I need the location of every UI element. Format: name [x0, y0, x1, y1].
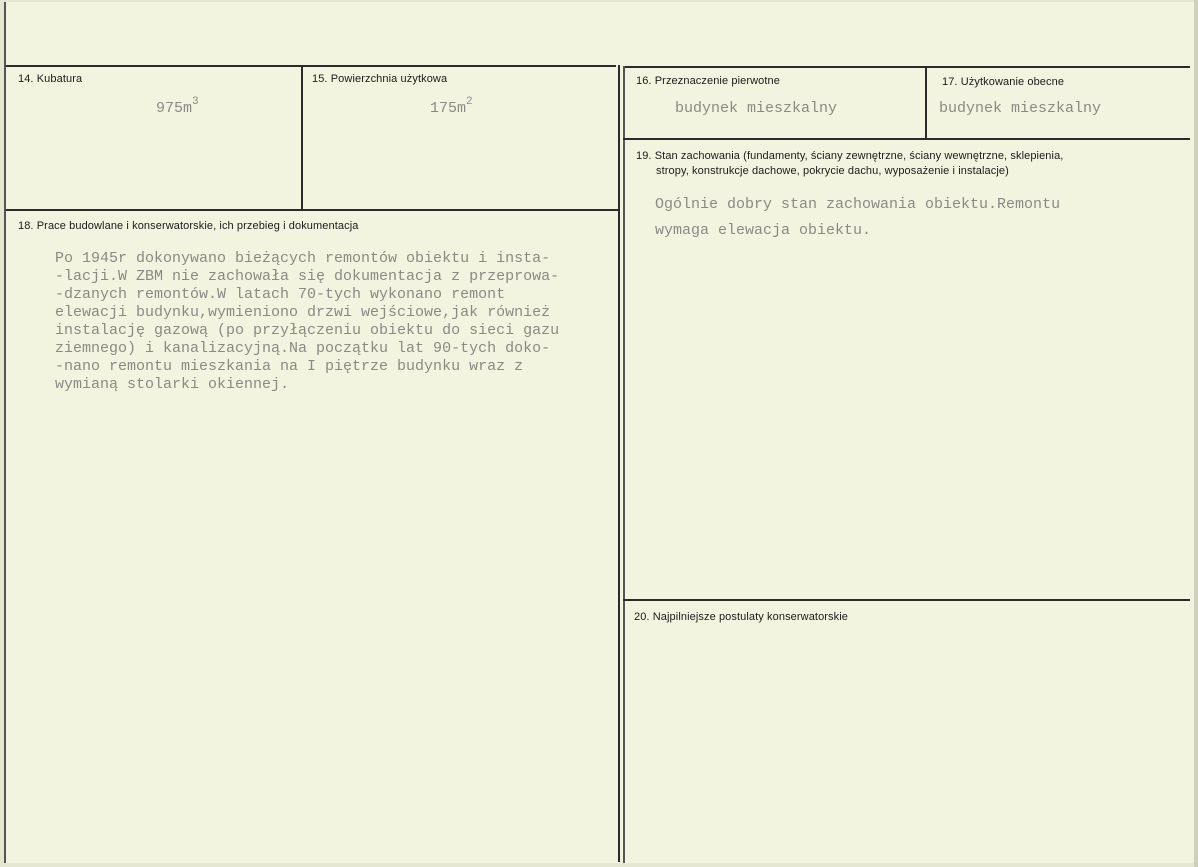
top-rule-left	[6, 65, 616, 67]
vline-left-right	[618, 65, 620, 862]
inventory-card	[4, 2, 1194, 863]
field-14-unit-superscript: 3	[192, 96, 199, 108]
field-19-label-line2: stropy, konstrukcje dachowe, pokrycie dachu, wyposażenie i instalacje)	[656, 165, 1009, 177]
field-18-line: elewacji budynku,wymieniono drzwi wejściowe,jak również	[55, 304, 551, 321]
field-14-label: 14. Kubatura	[18, 73, 83, 85]
field-18-line: ziemnego) i kanalizacyjną.Na początku lat 90-tych doko-	[55, 340, 551, 357]
field-19-label-line1: 19. Stan zachowania (fundamenty, ściany zewnętrzne, ściany wewnętrzne, sklepienia,	[636, 150, 1064, 162]
field-14-number: 975m	[156, 100, 193, 117]
vline-16-17	[925, 66, 927, 140]
field-19-line: wymaga elewacja obiektu.	[655, 222, 872, 239]
field-16-label: 16. Przeznaczenie pierwotne	[636, 75, 780, 87]
field-18-line: -dzanych remontów.W latach 70-tych wykonano remont	[55, 286, 506, 303]
field-17-label: 17. Użytkowanie obecne	[942, 76, 1065, 88]
scan-right-edge	[1194, 0, 1198, 867]
field-15-unit-superscript: 2	[466, 96, 473, 108]
field-15-number: 175m	[430, 100, 467, 117]
field-18-label: 18. Prace budowlane i konserwatorskie, ich przebieg i dokumentacja	[18, 220, 359, 232]
field-15-label: 15. Powierzchnia użytkowa	[312, 73, 448, 85]
field-18-line: Po 1945r dokonywano bieżących remontów obiektu i insta-	[55, 250, 551, 267]
field-15-value	[430, 96, 473, 118]
field-18-line: instalację gazową (po przyłączeniu obiektu do sieci gazu	[55, 322, 560, 339]
field-18-line: wymianą stolarki okiennej.	[55, 376, 290, 393]
rule-above-20	[623, 599, 1190, 601]
vline-left-right-inner	[623, 66, 625, 863]
vline-14-15	[301, 65, 303, 210]
field-14-value	[156, 96, 199, 118]
field-19-line: Ogólnie dobry stan zachowania obiektu.Remontu	[655, 196, 1061, 213]
rule-under-14-15	[6, 209, 620, 211]
field-18-line: -nano remontu mieszkania na I piętrze budynku wraz z	[55, 358, 524, 375]
field-18-line: -lacji.W ZBM nie zachowała się dokumentacja z przeprowa-	[55, 268, 560, 285]
field-16-value: budynek mieszkalny	[675, 100, 838, 117]
field-20-label: 20. Najpilniejsze postulaty konserwatorskie	[634, 611, 849, 623]
top-rule-right	[623, 66, 1190, 68]
rule-under-16-17	[623, 138, 1190, 140]
field-17-value: budynek mieszkalny	[939, 100, 1102, 117]
